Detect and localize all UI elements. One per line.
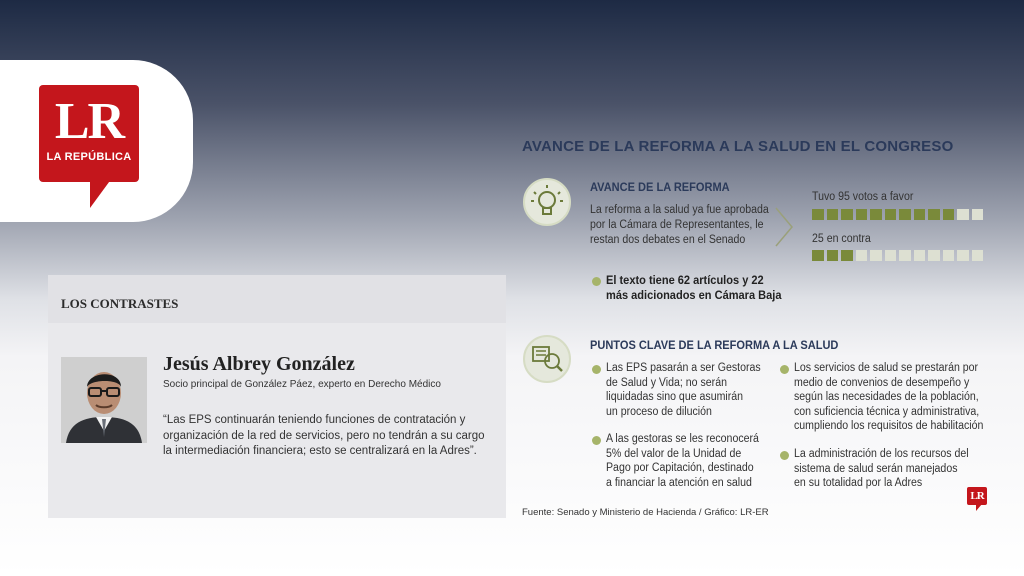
lightbulb-glyph: [525, 180, 569, 224]
key-point-line: según las necesidades de la población,: [794, 391, 979, 403]
logo-tail: [90, 178, 112, 208]
key-point-line: un proceso de dilución: [606, 405, 712, 418]
bar-segment-empty: [957, 250, 969, 261]
mini-logo-tail: [976, 504, 982, 511]
key-point-1: [606, 361, 761, 419]
bar-segment-filled: [885, 209, 897, 220]
bar-segment-empty: [972, 209, 984, 220]
logo-letters: LR: [54, 93, 124, 150]
portrait-illustration: [61, 357, 147, 443]
progress-section-title: AVANCE DE LA REFORMA: [590, 180, 730, 194]
votes-against-bar: [812, 250, 983, 261]
logo-subtitle: LA REPÚBLICA: [46, 151, 132, 163]
key-point-line: liquidadas sino que asumirán: [606, 391, 744, 403]
source-credit: Fuente: Senado y Ministerio de Hacienda / Gráfico: LR-ER: [522, 507, 769, 518]
document-magnifier-icon: [523, 335, 571, 383]
lightbulb-icon: [523, 178, 571, 226]
key-point-line: 5% del valor de la Unidad de: [606, 447, 742, 460]
bar-segment-filled: [943, 209, 955, 220]
key-point-4: [794, 447, 969, 491]
bar-segment-filled: [870, 209, 882, 220]
articles-note: [606, 273, 781, 302]
person-role: Socio principal de González Páez, experto en Derecho Médico: [163, 379, 441, 390]
key-point-line: sistema de salud serán manejados: [794, 462, 958, 475]
bar-segment-empty: [928, 250, 940, 261]
votes-against-label: 25 en contra: [812, 233, 871, 245]
bar-segment-empty: [856, 250, 868, 261]
document-magnifier-glyph: [525, 337, 569, 381]
bar-segment-empty: [943, 250, 955, 261]
key-point-line: A las gestoras se les reconocerá: [606, 433, 759, 445]
key-point-2: [606, 432, 759, 490]
key-points-title: PUNTOS CLAVE DE LA REFORMA A LA SALUD: [590, 338, 839, 352]
key-point-line: Las EPS pasarán a ser Gestoras: [606, 362, 761, 374]
key-point-line: a financiar la atención en salud: [606, 476, 752, 489]
bullet-dot: [592, 277, 601, 286]
key-point-line: La administración de los recursos del: [794, 448, 969, 460]
key-point-line: de Salud y Vida; no serán: [606, 376, 727, 389]
key-point-line: Pago por Capitación, destinado: [606, 462, 754, 474]
votes-for-label: Tuvo 95 votos a favor: [812, 191, 914, 203]
key-point-line: con suficiencia técnica y administrativa,: [794, 405, 980, 418]
bar-segment-empty: [885, 250, 897, 261]
key-point-line: medio de convenios de desempeño y: [794, 376, 970, 389]
infographic-title: AVANCE DE LA REFORMA A LA SALUD EN EL CONGRESO: [522, 138, 954, 155]
articles-line: más adicionados en Cámara Baja: [606, 287, 782, 302]
progress-body-line: restan dos debates en el Senado: [590, 234, 746, 246]
articles-line: El texto tiene 62 artículos y 22: [606, 273, 764, 287]
bullet-dot: [592, 436, 601, 445]
person-portrait: [61, 357, 147, 443]
bullet-dot: [780, 365, 789, 374]
key-point-line: Los servicios de salud se prestarán por: [794, 362, 979, 374]
bar-segment-empty: [957, 209, 969, 220]
bar-segment-empty: [972, 250, 984, 261]
bullet-dot: [592, 365, 601, 374]
chevron-right-icon: [773, 205, 795, 249]
key-point-line: en su totalidad por la Adres: [794, 477, 923, 489]
mini-lr-logo: LR: [967, 487, 987, 505]
bar-segment-filled: [899, 209, 911, 220]
bar-segment-filled: [856, 209, 868, 220]
progress-body-line: por la Cámara de Representantes, le: [590, 219, 764, 231]
person-name: Jesús Albrey González: [163, 353, 355, 375]
bar-segment-filled: [827, 209, 839, 220]
card-title: LOS CONTRASTES: [61, 296, 179, 311]
bar-segment-filled: [841, 250, 853, 261]
bar-segment-empty: [914, 250, 926, 261]
bar-segment-empty: [899, 250, 911, 261]
bullet-dot: [780, 451, 789, 460]
progress-section-body: [590, 203, 769, 248]
key-point-line: cumpliendo los requisitos de habilitación: [794, 420, 984, 432]
card-header: [48, 275, 506, 323]
bar-segment-filled: [841, 209, 853, 220]
bar-segment-filled: [812, 250, 824, 261]
bar-segment-empty: [870, 250, 882, 261]
person-quote: “Las EPS continuarán teniendo funciones de contratación y organización de la red de servicios, pero no tendrán a su cargo la intermediación financiera; esto se centralizará en la Adres”.: [163, 414, 485, 457]
bar-segment-filled: [928, 209, 940, 220]
bar-segment-filled: [812, 209, 824, 220]
votes-for-bar: [812, 209, 983, 220]
progress-body-line: La reforma a la salud ya fue aprobada: [590, 204, 769, 216]
bar-segment-filled: [827, 250, 839, 261]
key-point-3: [794, 361, 983, 434]
contrasts-card: [48, 275, 506, 518]
la-republica-logo: [39, 85, 139, 182]
bar-segment-filled: [914, 209, 926, 220]
